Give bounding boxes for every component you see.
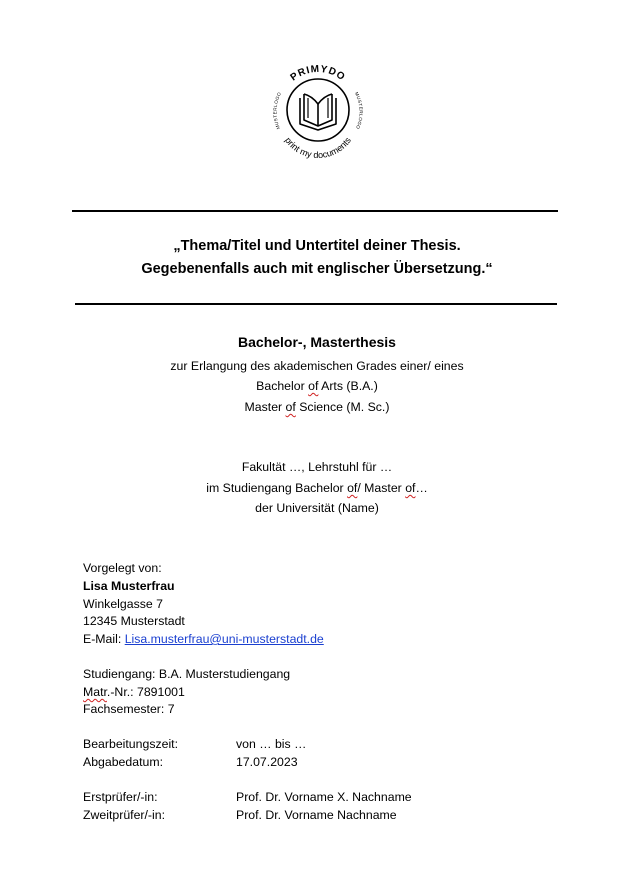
first-examiner-value: Prof. Dr. Vorname X. Nachname bbox=[236, 790, 412, 804]
svg-text:MUSTERLOGO bbox=[272, 91, 282, 130]
svg-text:print my documents bbox=[283, 135, 353, 160]
open-book-icon bbox=[300, 94, 336, 130]
second-examiner-value: Prof. Dr. Vorname Nachname bbox=[236, 808, 397, 822]
email-label: E-Mail: bbox=[83, 632, 125, 646]
degree-line-3 bbox=[0, 400, 634, 414]
institution-line-2-mid: / Master bbox=[357, 481, 406, 495]
semester: Fachsemester: 7 bbox=[83, 702, 175, 716]
degree-line-1: zur Erlangung des akademischen Grades einer/ eines bbox=[170, 359, 464, 373]
second-examiner-label: Zweitprüfer/-in: bbox=[83, 808, 166, 822]
logo-side-left: MUSTERLOGO bbox=[272, 91, 283, 130]
institution-line-3: der Universität (Name) bbox=[255, 501, 379, 515]
degree-line-3-pre: Master bbox=[244, 400, 286, 414]
matr-rest: .-Nr.: 7891001 bbox=[106, 685, 185, 699]
degree-line-2-of: of bbox=[308, 379, 319, 393]
bottom-rule bbox=[75, 303, 557, 305]
institution-line-1: Fakultät …, Lehrstuhl für … bbox=[241, 460, 393, 474]
svg-text:MUSTERLOGO bbox=[354, 91, 364, 130]
logo-tagline: print my documents bbox=[283, 135, 353, 161]
submitted-by-label: Vorgelegt von: bbox=[83, 561, 162, 575]
degree-line-2-pre: Bachelor bbox=[256, 379, 309, 393]
matr-abbrev: Matr bbox=[83, 685, 107, 699]
degree-line-3-post: Science (M. Sc.) bbox=[295, 400, 390, 414]
svg-text:PRIMYDO bbox=[289, 64, 348, 84]
degree-line-2 bbox=[0, 379, 634, 393]
institution-line-2-of-1: of bbox=[347, 481, 358, 495]
top-rule bbox=[72, 210, 558, 212]
period-label: Bearbeitungszeit: bbox=[83, 737, 179, 751]
degree-line-2-post: Arts (B.A.) bbox=[318, 379, 378, 393]
matriculation-number bbox=[83, 685, 185, 699]
logo-brand: PRIMYDO bbox=[288, 63, 348, 84]
institution-line-2-post: … bbox=[415, 481, 428, 495]
institution-line-2-pre: im Studiengang Bachelor bbox=[206, 481, 348, 495]
author-city: 12345 Musterstadt bbox=[83, 614, 185, 628]
primydo-logo bbox=[266, 58, 370, 162]
author-name: Lisa Musterfrau bbox=[83, 579, 175, 593]
institution-line-2 bbox=[0, 481, 634, 495]
degree-line-3-of: of bbox=[285, 400, 296, 414]
due-label: Abgabedatum: bbox=[83, 755, 163, 769]
title-line-1: „Thema/Titel und Untertitel deiner Thesis. bbox=[173, 238, 461, 254]
degree-heading: Bachelor-, Masterthesis bbox=[238, 334, 396, 350]
study-program: Studiengang: B.A. Musterstudiengang bbox=[83, 667, 291, 681]
period-value: von … bis … bbox=[236, 737, 307, 751]
logo-side-right: MUSTERLOGO bbox=[353, 91, 364, 130]
first-examiner-label: Erstprüfer/-in: bbox=[83, 790, 158, 804]
author-street: Winkelgasse 7 bbox=[83, 597, 163, 611]
title-line-2: Gegebenenfalls auch mit englischer Übersetzung.“ bbox=[141, 261, 493, 277]
due-value: 17.07.2023 bbox=[236, 755, 298, 769]
institution-line-2-of-2: of bbox=[405, 481, 416, 495]
email-link[interactable]: Lisa.musterfrau@uni-musterstadt.de bbox=[124, 632, 324, 646]
author-email bbox=[83, 632, 324, 646]
